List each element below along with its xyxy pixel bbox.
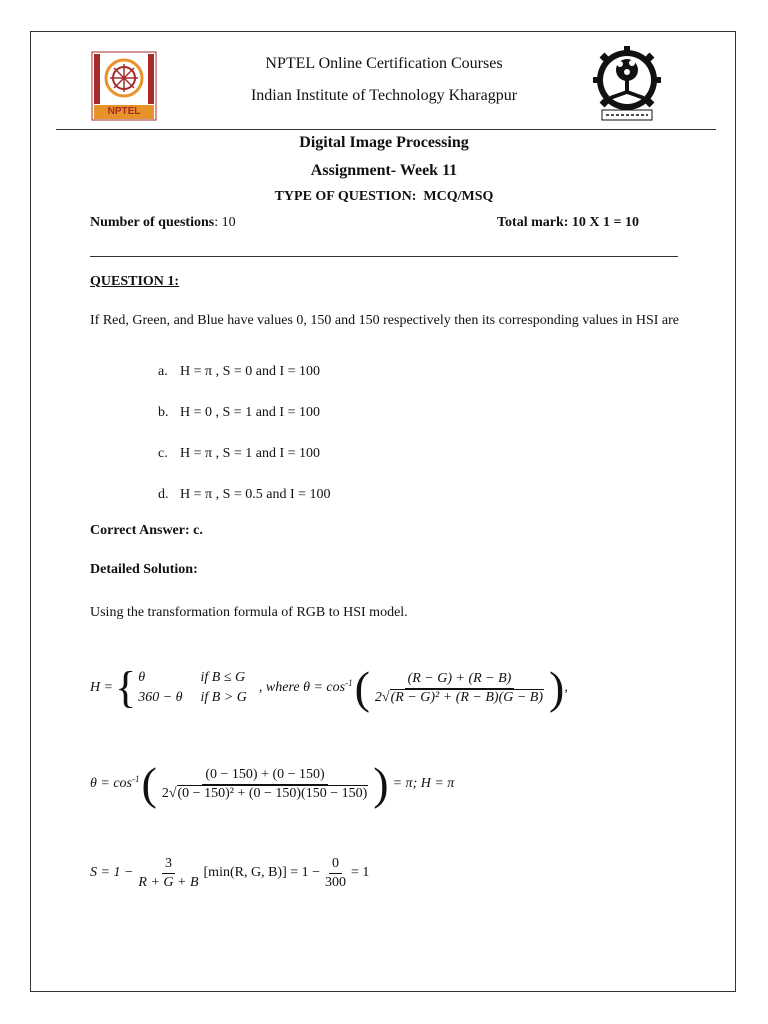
eq-theta2-result: = π; H = π [392, 776, 455, 791]
eq-cases [138, 670, 247, 706]
assignment-title: Assignment- Week 11 [310, 162, 458, 179]
num-questions [90, 215, 236, 231]
nptel-logo-text: NPTEL [107, 106, 141, 117]
num-questions-label: Number of questions [90, 215, 215, 230]
option-d [158, 487, 331, 503]
eq-theta-fraction [372, 671, 547, 706]
question-type-label: TYPE OF QUESTION: [274, 189, 417, 204]
option-text: H = π , S = 0 and I = 100 [180, 364, 321, 379]
num-questions-value: : 10 [214, 215, 236, 230]
sqrt-icon: √ [168, 785, 177, 801]
question-type-value: MCQ/MSQ [423, 189, 494, 204]
option-letter: a. [158, 364, 168, 379]
eq-s2-den: 300 [325, 874, 347, 890]
option-text: H = π , S = 1 and I = 100 [180, 446, 321, 461]
equation-h-definition [90, 662, 568, 714]
solution-heading: Detailed Solution: [90, 562, 198, 577]
eq-s2-num: 0 [329, 856, 342, 874]
option-c [158, 446, 320, 462]
brace-icon: { [115, 663, 137, 712]
question-type [100, 189, 668, 205]
eq-theta-num: (R − G) + (R − B) [405, 671, 515, 689]
subject-title: Digital Image Processing [299, 134, 469, 151]
eq-theta2-den-sqrt: (0 − 150)² + (0 − 150)(150 − 150) [177, 785, 368, 801]
eq-case1-value: θ [138, 670, 146, 685]
correct-answer: Correct Answer: c. [90, 523, 203, 538]
option-text: H = 0 , S = 1 and I = 100 [180, 405, 320, 420]
eq-s-fraction [135, 856, 201, 891]
option-b [158, 405, 320, 421]
eq-case2-cond: if B > G [200, 690, 247, 705]
eq-s-lhs: S = 1 − [90, 865, 134, 880]
eq-theta-den-pre: 2 [374, 689, 382, 705]
eq-case2-value: 360 − θ [138, 690, 183, 705]
left-paren-icon: ( [354, 662, 370, 713]
course-line: NPTEL Online Certification Courses [265, 55, 503, 72]
eq-theta2-den [159, 785, 371, 802]
total-mark: Total mark: 10 X 1 = 10 [497, 215, 640, 230]
eq-s-den: R + G + B [138, 874, 199, 890]
equation-saturation [90, 852, 369, 894]
right-paren-icon: ) [549, 662, 565, 713]
eq-theta2-lhs: θ = cos [90, 776, 132, 791]
left-paren-icon: ( [141, 758, 157, 809]
meta-rule [90, 256, 678, 257]
eq-theta2-den-pre: 2 [161, 785, 169, 801]
eq-theta2-fraction [159, 767, 371, 802]
eq-where: , where θ = cos [258, 680, 346, 695]
iit-kgp-emblem [592, 46, 662, 122]
eq-s-fraction2 [322, 856, 349, 891]
eq-h-lhs: H = [90, 680, 114, 695]
eq-inv-sup: -1 [345, 678, 353, 688]
question-text: If Red, Green, and Blue have values 0, 150 and 150 respectively then its corresponding values in HSI are [90, 313, 679, 328]
header-rule [56, 129, 716, 130]
option-letter: c. [158, 446, 168, 461]
eq-s-num: 3 [162, 856, 175, 874]
option-letter: d. [158, 487, 169, 502]
eq-s-min: [min(R, G, B)] = 1 − [203, 865, 321, 880]
eq-theta-den [372, 689, 547, 706]
eq-theta2-inv-sup: -1 [132, 774, 140, 784]
option-text: H = π , S = 0.5 and I = 100 [180, 487, 331, 502]
equation-theta-numeric [90, 758, 454, 810]
solution-intro: Using the transformation formula of RGB to HSI model. [90, 605, 408, 620]
eq-theta-den-sqrt: (R − G)² + (R − B)(G − B) [390, 689, 543, 705]
eq-case1-cond: if B ≤ G [200, 670, 246, 685]
sqrt-icon: √ [381, 689, 390, 705]
iit-emblem-icon [592, 46, 662, 122]
question-heading: QUESTION 1: [90, 274, 180, 289]
option-letter: b. [158, 405, 169, 420]
eq-theta2-num: (0 − 150) + (0 − 150) [202, 767, 327, 785]
option-a [158, 364, 320, 380]
nptel-logo [90, 50, 158, 122]
eq-s-result: = 1 [351, 865, 370, 880]
right-paren-icon: ) [373, 758, 389, 809]
institute-line: Indian Institute of Technology Kharagpur [250, 87, 518, 104]
eq1-tail: , [564, 680, 568, 695]
